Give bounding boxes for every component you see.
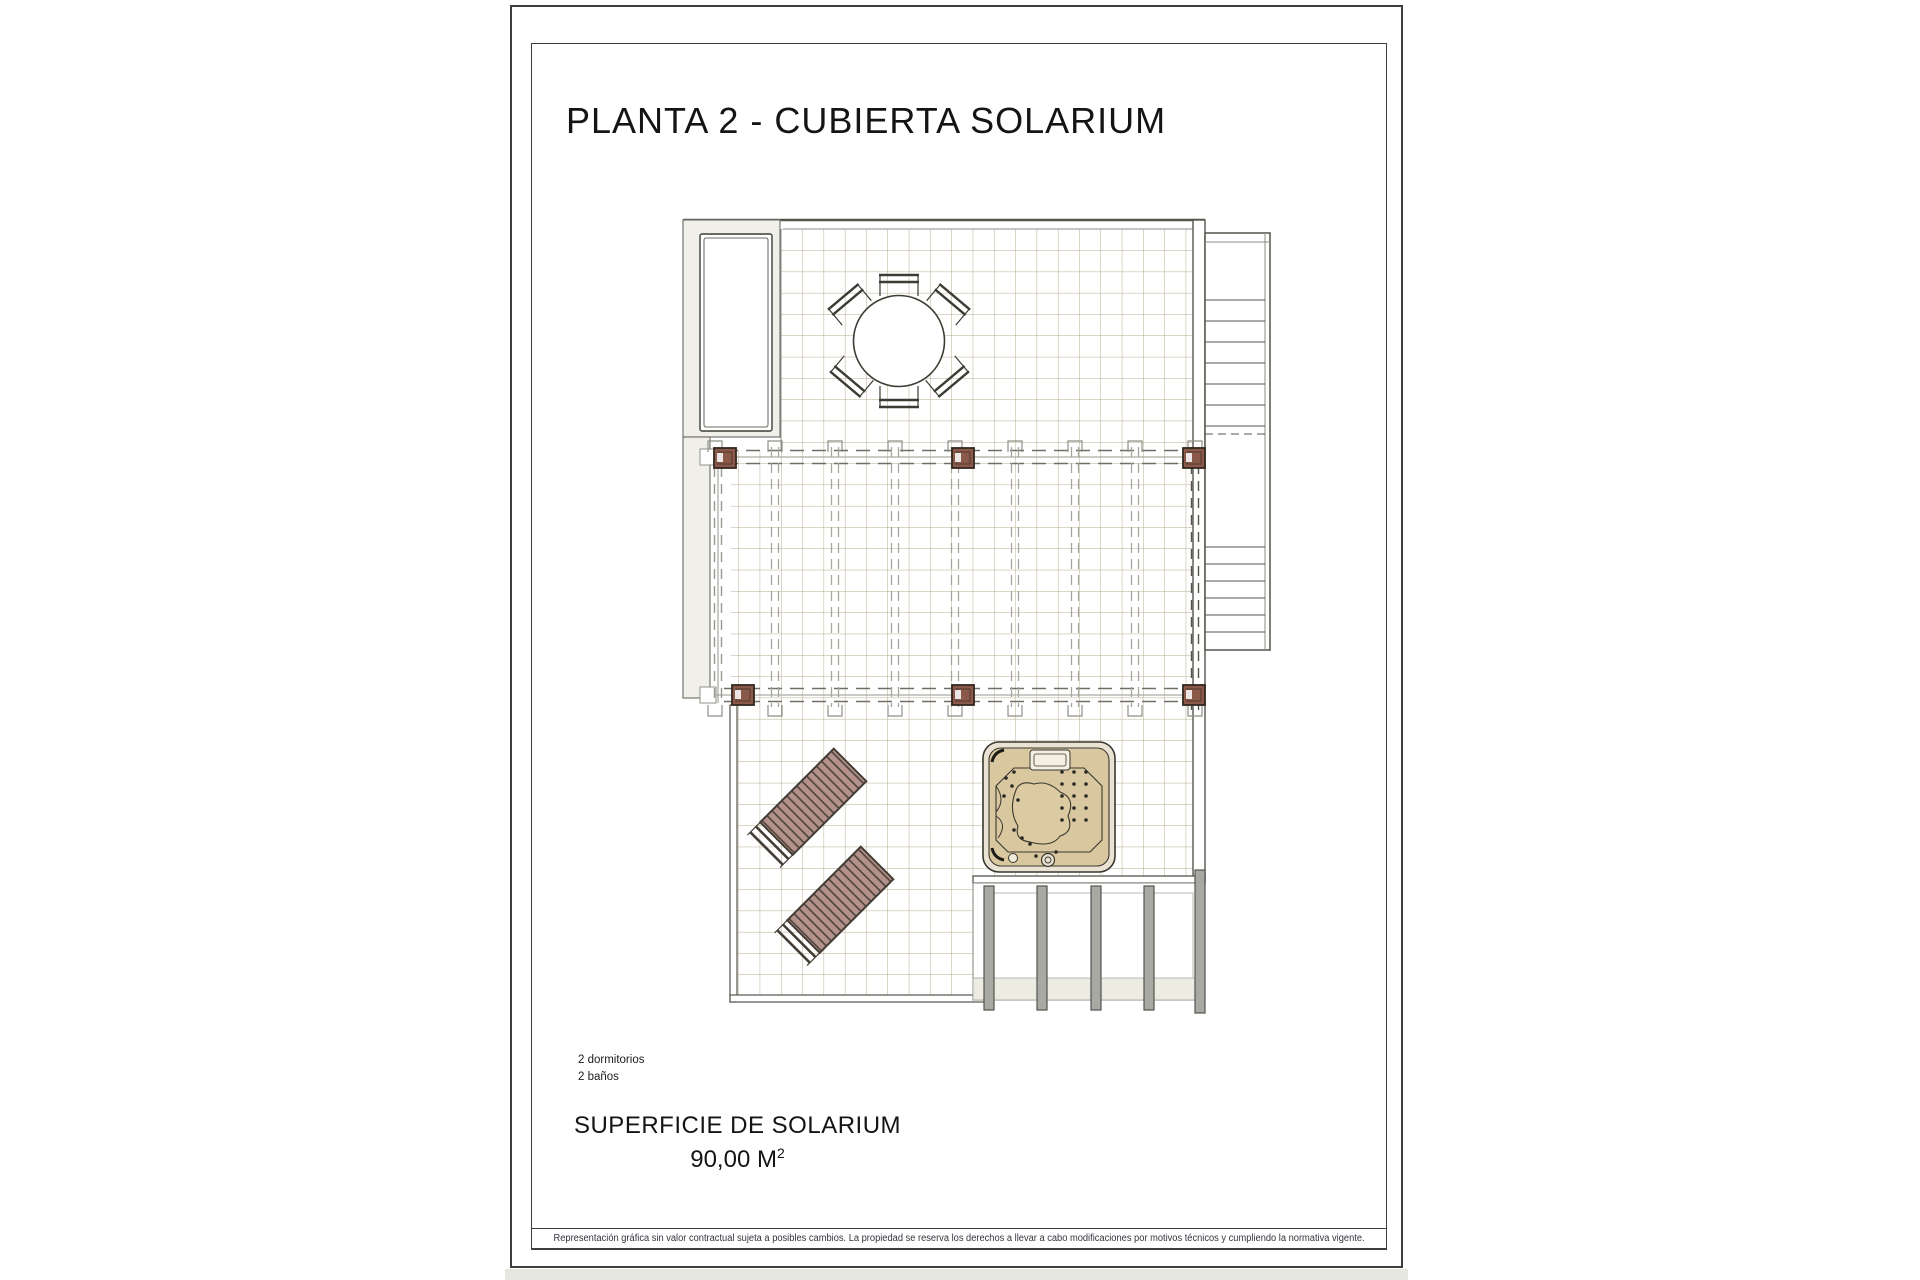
features-line-1: 2 dormitorios	[578, 1054, 645, 1066]
round-dining-table	[854, 296, 945, 387]
surface-label: SUPERFICIE DE SOLARIUM	[573, 1112, 902, 1139]
staircase	[1205, 233, 1270, 650]
porch	[973, 870, 1205, 1013]
page-title: PLANTA 2 - CUBIERTA SOLARIUM	[566, 100, 1167, 141]
upper-terrace-tiles	[781, 229, 1193, 450]
features-line-2: 2 baños	[578, 1071, 619, 1083]
jacuzzi	[983, 742, 1115, 872]
surface-block	[565, 1112, 910, 1174]
features-text	[578, 1052, 644, 1086]
planter	[683, 220, 780, 437]
pergola-left-beam	[715, 450, 722, 703]
lower-left-wall	[730, 705, 737, 1002]
pergola-terrace-tiles	[731, 450, 1193, 705]
disclaimer-bar	[531, 1228, 1387, 1249]
left-wall-band	[683, 437, 710, 698]
disclaimer-text: Representación gráfica sin valor contractual sujeta a posibles cambios. La propiedad se reserva los derechos a llevar a cabo modificaciones por motivos técnicos y cumpliendo la normativa vigente.	[553, 1233, 1365, 1244]
jacuzzi-headrest	[1030, 750, 1070, 770]
surface-value: 90,00 $M^2$	[690, 1145, 785, 1173]
jacuzzi-drain	[1042, 854, 1055, 867]
lower-bottom-wall	[730, 995, 985, 1002]
